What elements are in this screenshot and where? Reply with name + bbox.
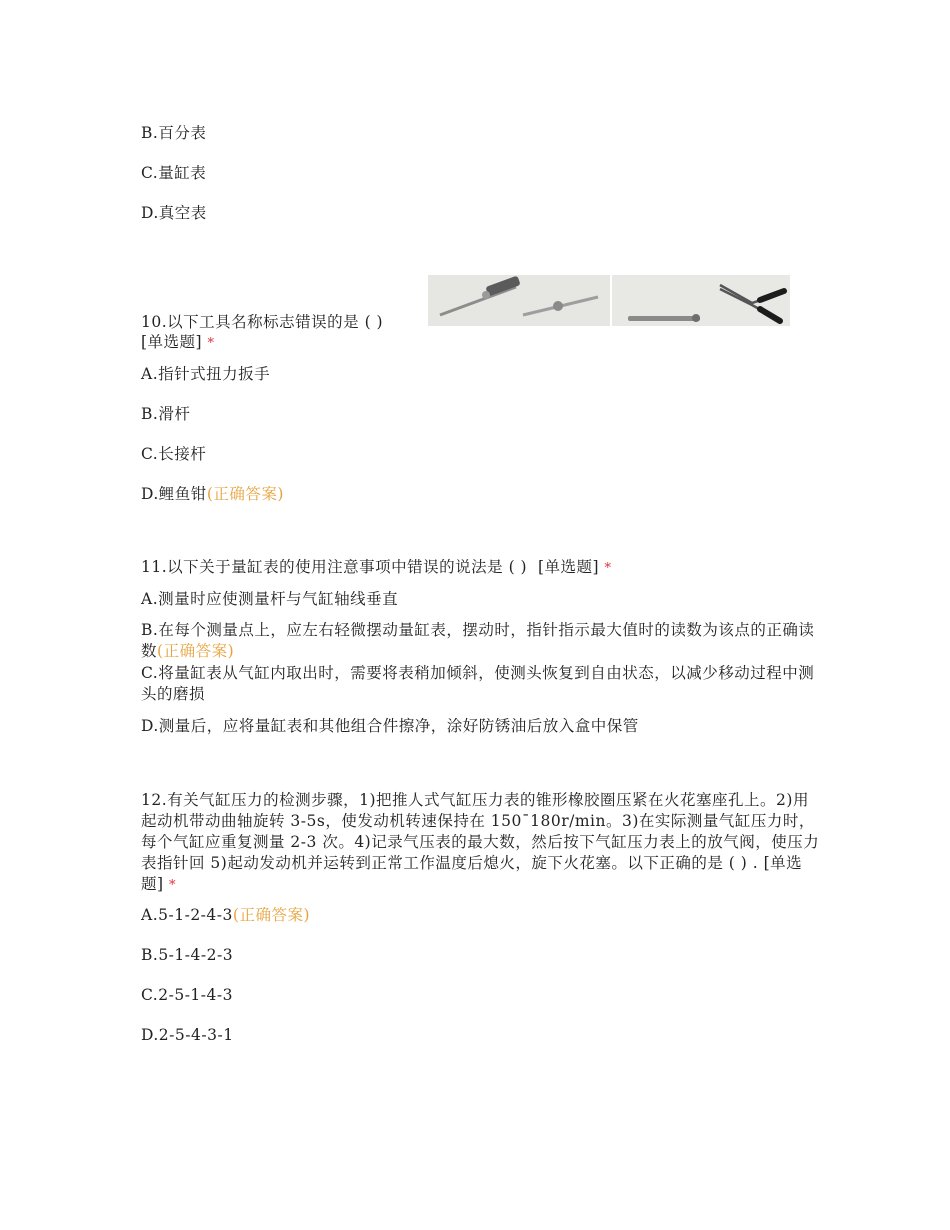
q10-option-d[interactable]: D.鲤鱼钳(正确答案) [141,485,284,503]
q10-type: [单选题] * [141,333,215,351]
tools-photo-wrench-slide-bar [428,275,610,326]
q10-option-a[interactable]: A.指针式扭力扳手 [141,365,271,383]
q12-option-c[interactable]: C.2-5-1-4-3 [141,986,233,1004]
q9-option-b[interactable]: B.百分表 [141,124,207,142]
q12-title: 12.有关气缸压力的检测步骤，1)把推人式气缸压力表的锥形橡胶圈压紧在火花塞座孔上。2)用起动机带动曲轴旋转 3-5s，使发动机转速保持在 150¯180r/min。3)在实际测量气缸压力时，每个气缸应重复测量 2-3 次。4)记录气压表的最大数，然后按下气缸压力表上的放气阀，使压力表指针回 5)起动发动机并运转到正常工作温度后熄火，旋下火花塞。以下正确的是 ( ) . [单选题] * [141,791,820,893]
required-mark: * [207,336,215,351]
correct-answer-tag: (正确答案) [157,642,235,660]
pliers-photo-illustration [612,275,790,326]
required-mark: * [169,878,176,893]
q10-option-b[interactable]: B.滑杆 [141,405,191,423]
q11-option-a[interactable]: A.测量时应使测量杆与气缸轴线垂直 [141,590,399,608]
required-mark: * [604,561,612,576]
wrench-photo-illustration [428,275,610,326]
q12-option-d[interactable]: D.2-5-4-3-1 [141,1026,234,1044]
tools-photo-extension-pliers [612,275,790,326]
q10-title: 10.以下工具名称标志错误的是 ( ) [141,313,384,331]
q11-title: 11.以下关于量缸表的使用注意事项中错误的说法是 ( ) [单选题] * [141,558,612,576]
q12-option-b[interactable]: B.5-1-4-2-3 [141,946,234,964]
q11-option-c[interactable]: C.将量缸表从气缸内取出时，需要将表稍加倾斜，使测头恢复到自由状态，以减少移动过程中测头的磨损 [141,664,815,703]
correct-answer-tag: (正确答案) [232,906,310,924]
q11-option-b[interactable]: B.在每个测量点上，应左右轻微摆动量缸表，摆动时，指针指示最大值时的读数为该点的正确读数(正确答案) [141,621,815,660]
q10-option-c[interactable]: C.长接杆 [141,445,207,463]
correct-answer-tag: (正确答案) [206,485,284,503]
q9-option-d[interactable]: D.真空表 [141,204,207,222]
q9-option-c[interactable]: C.量缸表 [141,164,207,182]
q12-option-a[interactable]: A.5-1-2-4-3(正确答案) [141,906,310,924]
q11-option-d[interactable]: D.测量后，应将量缸表和其他组合件擦净，涂好防锈油后放入盒中保管 [141,717,639,735]
